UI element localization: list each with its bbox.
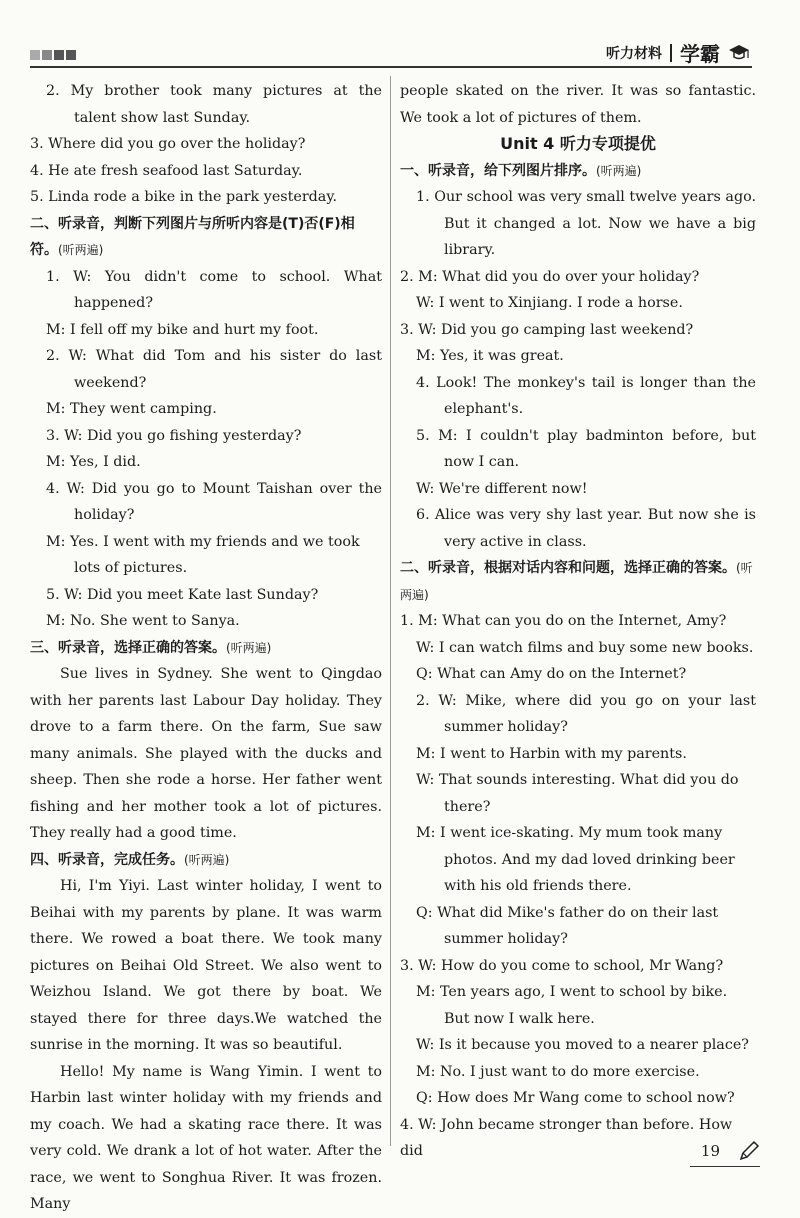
section-heading: 三、听录音，选择正确的答案。(听两遍) — [30, 639, 272, 656]
dialogue-line: 4. W: Did you go to Mount Taishan over the holiday? — [46, 480, 382, 523]
header-separator — [670, 44, 672, 62]
brand-logo: 学霸 — [680, 42, 720, 66]
graduation-cap-icon — [728, 42, 750, 64]
list-item: 3. Where did you go over the holiday? — [30, 136, 306, 152]
dialogue-line: M: I fell off my bike and hurt my foot. — [46, 321, 319, 338]
dialogue-line: M: Yes, I did. — [46, 454, 141, 470]
page-header — [606, 38, 750, 67]
section-heading: 二、听录音，判断下列图片与所听内容是(T)否(F)相符。(听两遍) — [30, 215, 355, 258]
dialogue-line: Q: How does Mr Wang come to school now? — [416, 1090, 735, 1106]
dialogue-line: 2. W: Mike, where did you go on your last summer holiday? — [416, 692, 756, 735]
dialogue-line: 2. W: What did Tom and his sister do last weekend? — [46, 348, 382, 391]
list-item: 4. Look! The monkey's tail is longer than the elephant's. — [416, 374, 756, 417]
dialogue-line: W: Is it because you moved to a nearer place? — [416, 1037, 749, 1053]
dialogue-line: 3. W: How do you come to school, Mr Wang? — [400, 957, 724, 974]
dialogue-line: Q: What did Mike's father do on their last summer holiday? — [416, 904, 719, 947]
dialogue-line: 3. W: Did you go camping last weekend? — [400, 321, 694, 338]
dialogue-line: M: Ten years ago, I went to school by bike. But now I walk here. — [416, 984, 728, 1027]
unit-title: Unit 4 听力专项提优 — [500, 134, 656, 153]
dialogue-line: W: That sounds interesting. What did you do there? — [416, 772, 739, 815]
passage-paragraph: Hello! My name is Wang Yimin. I went to Harbin last winter holiday with my friends and my coach. We had a skating race there. It was very cold. We drank a lot of hot water. After the race, we went to Songhua River. It was frozen. Many — [30, 1063, 382, 1212]
dialogue-line: W: I went to Xinjiang. I rode a horse. — [416, 295, 683, 311]
left-column — [30, 78, 382, 1218]
page-number: 19 — [700, 1142, 720, 1160]
header-rule — [30, 66, 752, 68]
dialogue-line: W: I can watch films and buy some new books. — [416, 639, 754, 656]
list-item: 5. Linda rode a bike in the park yesterday. — [30, 189, 338, 205]
dialogue-line: 3. W: Did you go fishing yesterday? — [46, 427, 302, 444]
dialogue-line: 2. M: What did you do over your holiday? — [400, 268, 700, 285]
list-item: 4. He ate fresh seafood last Saturday. — [30, 162, 303, 179]
dialogue-line: 4. W: John became stronger than before. How did — [400, 1116, 733, 1159]
section-heading: 四、听录音，完成任务。(听两遍) — [30, 851, 230, 868]
column-divider — [390, 76, 391, 1146]
section-heading: 二、听录音，根据对话内容和问题，选择正确的答案。(听两遍) — [400, 560, 753, 602]
dialogue-line: 5. M: I couldn't play badminton before, but now I can. — [416, 427, 756, 470]
footer-rule — [690, 1166, 760, 1167]
list-item: 1. Our school was very small twelve years ago. But it changed a lot. Now we have a big library. — [416, 189, 756, 258]
section-heading: 一、听录音，给下列图片排序。(听两遍) — [400, 162, 642, 179]
pencil-icon — [738, 1140, 760, 1162]
dialogue-line: M: No. She went to Sanya. — [46, 613, 240, 629]
passage-paragraph: people skated on the river. It was so fantastic. We took a lot of pictures of them. — [400, 83, 756, 126]
dialogue-line: Q: What can Amy do on the Internet? — [416, 666, 687, 682]
right-column — [400, 78, 756, 1165]
header-decoration — [30, 50, 76, 60]
dialogue-line: M: They went camping. — [46, 401, 217, 417]
list-item: 2. My brother took many pictures at the talent show last Sunday. — [46, 83, 382, 126]
dialogue-line: M: No. I just want to do more exercise. — [416, 1063, 700, 1080]
dialogue-line: 5. W: Did you meet Kate last Sunday? — [46, 586, 319, 603]
dialogue-line: M: I went to Harbin with my parents. — [416, 745, 687, 762]
passage-paragraph: Sue lives in Sydney. She went to Qingdao with her parents last Labour Day holiday. They drove to a farm there. On the farm, Sue saw many animals. She played with the ducks and sheep. Then she rode a horse. Her father went fishing and her mother took a lot of pictures. They really had a good time. — [30, 666, 382, 841]
list-item: 6. Alice was very shy last year. But now she is very active in class. — [416, 507, 756, 550]
dialogue-line: M: Yes. I went with my friends and we took lots of pictures. — [46, 533, 360, 576]
dialogue-line: M: I went ice-skating. My mum took many photos. And my dad loved drinking beer with his old friends there. — [416, 825, 735, 894]
dialogue-line: 1. M: What can you do on the Internet, Amy? — [400, 613, 727, 629]
dialogue-line: W: We're different now! — [416, 480, 588, 497]
header-section-label: 听力材料 — [606, 45, 662, 62]
passage-paragraph: Hi, I'm Yiyi. Last winter holiday, I went to Beihai with my parents by plane. It was warm there. We rowed a boat there. We took many pictures on Beihai Old Street. We also went to Weizhou Island. We got there by boat. We stayed there for three days.We watched the sunrise in the morning. It was so beautiful. — [30, 878, 382, 1053]
dialogue-line: M: Yes, it was great. — [416, 348, 564, 364]
dialogue-line: 1. W: You didn't come to school. What happened? — [46, 268, 382, 311]
